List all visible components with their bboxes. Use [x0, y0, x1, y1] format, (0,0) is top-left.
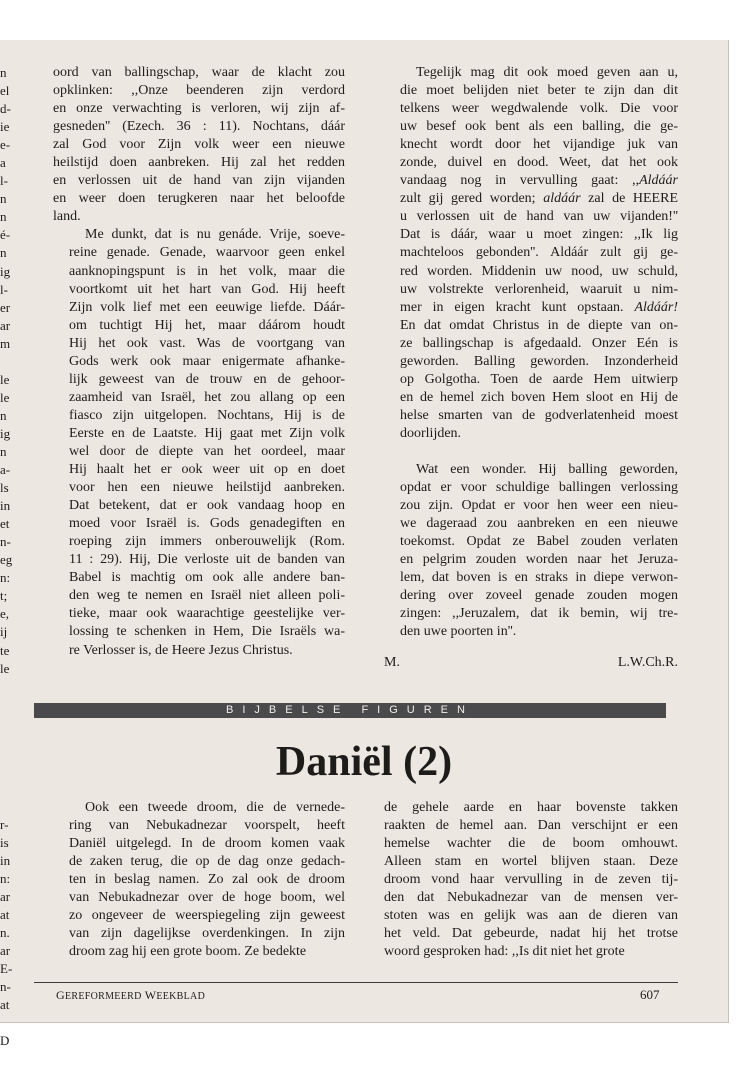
edge-fragment: n [0, 65, 7, 80]
text-line: wel door de diepte van het oordeel, maar [69, 443, 345, 459]
text-line: land. [53, 209, 81, 225]
edge-fragment [0, 798, 26, 816]
edge-fragment: n- [0, 979, 11, 994]
edge-fragment: e- [0, 137, 11, 153]
text-line: droom zag hij een grote boom. Ze bedekte [69, 944, 307, 960]
text-line: zaamheid van Israël, het zou allang op een [69, 389, 345, 405]
edge-fragment: a [0, 155, 6, 171]
text-line: oord van ballingschap, waar de klacht zou [53, 65, 345, 80]
text-line: Ook een tweede droom, die de vernede- [85, 800, 345, 815]
text-line: ring van Nebukadnezar voorspelt, heeft [69, 818, 345, 834]
text-line: roeping zijn immers onberouwelijk (Rom. [69, 534, 345, 550]
text-line: lossing te schenken in Hem, Die Israëls wa- [69, 624, 345, 640]
article-column-1 [53, 64, 345, 660]
text-line: vandaag nog in vervulling gaat: ,,Aldáár [400, 173, 678, 189]
text-line: en weer doen terugkeren naar het beloofde [53, 191, 345, 207]
edge-fragment: le [0, 660, 10, 676]
edge-fragment: et [0, 516, 10, 532]
edge-fragment: d- [0, 101, 11, 117]
text-line: Hij het ook vast. Was de voortgang van [69, 335, 345, 351]
text-line: en onze verwachting is verloren, wij zijn af- [53, 101, 345, 117]
publication-name: GEREFORMEERD WEEKBLAD [56, 988, 206, 1002]
text-line: gesneden'' (Ezech. 36 : 11). Nochtans, dáár [53, 119, 345, 135]
text-line: het veld. Dat gebeurde, nadat hij het trotse [384, 926, 678, 942]
text-line: zou zijn. Opdat er voor hen weer een nieu- [400, 498, 678, 514]
text-line: die moet belijden niet beter te zijn dan dit [400, 83, 678, 99]
paragraph [384, 799, 678, 961]
text-line: Wat een wonder. Hij balling geworden, [416, 461, 678, 477]
text-line: Eerste en de Laatste. Hij gaat met Zijn volk [69, 425, 345, 441]
text-line: droom vond haar vervulling in de zeven tij- [384, 872, 678, 888]
text-line: voortkomt uit het hart van God. Hij heeft [69, 281, 345, 297]
text-line: reine genade. Genade, waarvoor geen enkel [69, 245, 345, 261]
paragraph [53, 64, 345, 226]
text-line: knecht wordt door het vijandige juk van [400, 137, 678, 153]
article-title: Daniël (2) [275, 739, 453, 785]
edge-fragment [0, 1014, 26, 1032]
edge-fragment: ar [0, 317, 11, 333]
article-column-2 [384, 64, 678, 641]
daniel-column-1 [53, 799, 345, 961]
edge-fragment: t; [0, 588, 8, 604]
paragraph [384, 64, 678, 443]
text-line: doorlijden. [400, 425, 462, 441]
text-line: en de hemel zich boven Hem sloot en Hij de [400, 389, 678, 405]
text-line: om tuchtigt Hij het, maar dáárom houdt [69, 317, 345, 333]
edge-fragment: ar [0, 943, 11, 958]
previous-page-edge [0, 64, 26, 724]
edge-fragment: el [0, 83, 10, 99]
page-number: 607 [640, 987, 660, 1002]
text-line: re Verlosser is, de Heere Jezus Christus. [69, 642, 293, 658]
text-line: op Golgotha. Toen de aarde Hem uitwierp [400, 371, 678, 387]
text-line: ze ballingschap is afgedaald. Onzer Eén is [400, 335, 678, 351]
text-line: Daniël uitgelegd. In de droom komen vaak [69, 836, 345, 852]
edge-fragment: n. [0, 925, 10, 940]
edge-fragment: e, [0, 606, 10, 622]
edge-fragment: er [0, 299, 11, 315]
signature-location: M. [384, 655, 400, 670]
edge-fragment: n [0, 443, 7, 459]
edge-fragment: at [0, 997, 10, 1012]
daniel-column-2 [384, 799, 678, 961]
edge-fragment: is [0, 835, 9, 850]
text-line: toekomst. Opdat ze Babel zouden verlaten [400, 534, 678, 550]
text-line: Gods werk ook maar enigermate afhanke- [69, 353, 345, 369]
edge-fragment: in [0, 853, 11, 868]
text-line: den weg te nemen en Israël niet alleen poli- [69, 588, 345, 604]
edge-fragment: n [0, 191, 7, 207]
edge-fragment: n: [0, 871, 11, 886]
edge-fragment: D [0, 1033, 10, 1048]
edge-fragment: n- [0, 534, 11, 550]
edge-fragment: te [0, 642, 10, 658]
text-line: woord gesproken had: ,,Is dit niet het grote [384, 944, 625, 960]
text-line: dering over zoveel genade zouden mogen [400, 588, 678, 604]
edge-fragment: n [0, 209, 7, 225]
paragraph [53, 226, 345, 659]
text-line: Dat is dáár, waar u moet zingen: ,,Ik lig [400, 227, 678, 243]
text-line: den uwe poorten in''. [400, 624, 517, 640]
edge-fragment: E- [0, 961, 13, 976]
text-line: van zijn dagelijkse overdenkingen. In zijn [69, 926, 345, 942]
edge-fragment: l- [0, 173, 8, 189]
text-line: Zijn volk lief met een eeuwige liefde. Dáár- [69, 299, 345, 315]
edge-fragment: é- [0, 227, 11, 243]
text-line: machteloos gebonden''. Aldáár zult gij ge- [400, 245, 678, 261]
text-line: den dat Nebukadnezar van de mensen ver- [384, 890, 678, 906]
text-line: mer in eigen kracht kunt opstaan. Aldáár! [400, 299, 678, 315]
edge-fragment: r- [0, 817, 9, 832]
text-line: Tegelijk mag dit ook moed geven aan u, [416, 65, 678, 80]
text-line: en verlossen uit de hand van zijn vijanden [53, 173, 345, 189]
edge-fragment: m [0, 335, 11, 351]
text-line: raakten de hemel aan. Dan verschijnt er een [384, 818, 678, 834]
text-line: moed voor Israël is. Gods genadegiften en [69, 516, 345, 532]
text-line: aanknopingspunt is in het volk, maar die [69, 263, 345, 279]
text-line: lijk geweest van de trouw en de gehoor- [69, 371, 345, 387]
text-line: u verlossen uit de hand van uw vijanden!'' [400, 209, 678, 225]
text-line: van Nebukadnezar over de hoge boom, wel [69, 890, 345, 906]
edge-fragment: n [0, 245, 7, 261]
edge-fragment: n [0, 407, 7, 423]
text-line: en pelgrim zouden worden naar het Jeruza- [400, 552, 678, 568]
paragraph [384, 461, 678, 641]
edge-fragment: le [0, 371, 10, 387]
edge-fragment: l- [0, 281, 8, 297]
edge-fragment [0, 353, 26, 371]
edge-fragment: ls [0, 480, 9, 496]
text-line: lem, dat boven is en straks in diepe verwon- [400, 570, 678, 586]
previous-page-edge-bottom [0, 798, 26, 1048]
text-line: Hij haalt het er ook weer uit op en doet [69, 462, 345, 478]
text-line: de gehele aarde en haar bovenste takken [384, 800, 678, 815]
section-header-band: BIJBELSE FIGUREN [34, 703, 666, 718]
text-line: En dat omdat Christus in de diepte van on- [400, 317, 678, 333]
text-line: Alleen stam en wortel blijven staan. Deze [384, 854, 678, 870]
text-line: stoten was en gelijk was aan de dieren van [384, 908, 678, 924]
text-line: zal God voor Zijn volk weer een nieuwe [53, 137, 345, 153]
text-line: geworden. Balling geworden. Inzonderheid [400, 353, 678, 369]
edge-fragment: ie [0, 119, 10, 135]
text-line: zonde, duivel en dood. Weet, dat het ook [400, 155, 678, 171]
edge-fragment: ig [0, 425, 11, 441]
text-line: voor hen een nieuwe heilstijd aanbreken. [69, 480, 345, 496]
text-line: Me dunkt, dat is nu genáde. Vrije, soeve- [85, 227, 345, 243]
paragraph [53, 799, 345, 961]
text-line: uw volstrekte verlorenheid, waaruit u nim- [400, 281, 678, 297]
edge-fragment: ig [0, 263, 11, 279]
text-line: de zaken terug, die op de dag onze gedach- [69, 854, 345, 870]
text-line: uw besef ook bent als een balling, die ge- [400, 119, 678, 135]
text-line: fiasco zijn uitgelopen. Nochtans, Hij is de [69, 407, 345, 423]
text-line: heilstijd doen aanbreken. Hij zal het redden [53, 155, 345, 171]
text-line: zo ongeveer de weerspiegeling zijn geweest [69, 908, 345, 924]
footer-rule [34, 982, 678, 983]
text-line: red worden. Middenin uw nood, uw schuld, [400, 263, 678, 279]
edge-fragment: in [0, 498, 11, 514]
text-line: zult gij gered worden; aldáár zal de HEERE [400, 191, 678, 207]
edge-fragment: n: [0, 570, 11, 586]
edge-fragment: ij [0, 624, 8, 640]
text-line: helse smarten van de godverlatenheid moest [400, 407, 678, 423]
text-line: Babel is machtig om ook alle andere ban- [69, 570, 345, 586]
text-line: ten in beslag namen. Zo zal ook de droom [69, 872, 345, 888]
text-line: zingen: ,,Jeruzalem, dat ik bemin, wij tre- [400, 606, 678, 622]
text-line: Dat betekent, dat er ook vandaag hoop en [69, 498, 345, 514]
edge-fragment: ar [0, 889, 11, 904]
edge-fragment: eg [0, 552, 13, 568]
text-line: hemelse wachter die de boom omhouwt. [384, 836, 678, 852]
text-line: we dageraad zou aanbreken en een nieuwe [400, 516, 678, 532]
text-line: tieke, maar ook waarachtige geestelijke ver- [69, 606, 345, 622]
text-line: opdat er voor schuldige ballingen verlossing [400, 480, 678, 496]
edge-fragment: at [0, 907, 10, 922]
text-line: opklinken: ,,Onze beenderen zijn verdord [53, 83, 345, 99]
edge-fragment: a- [0, 462, 11, 478]
text-line: 11 : 29). Hij, Die verloste uit de banden van [69, 552, 345, 568]
edge-fragment: le [0, 389, 10, 405]
signature-initials: L.W.Ch.R. [617, 655, 678, 670]
text-line: telkens weer wegdwalende volk. Die voor [400, 101, 678, 117]
